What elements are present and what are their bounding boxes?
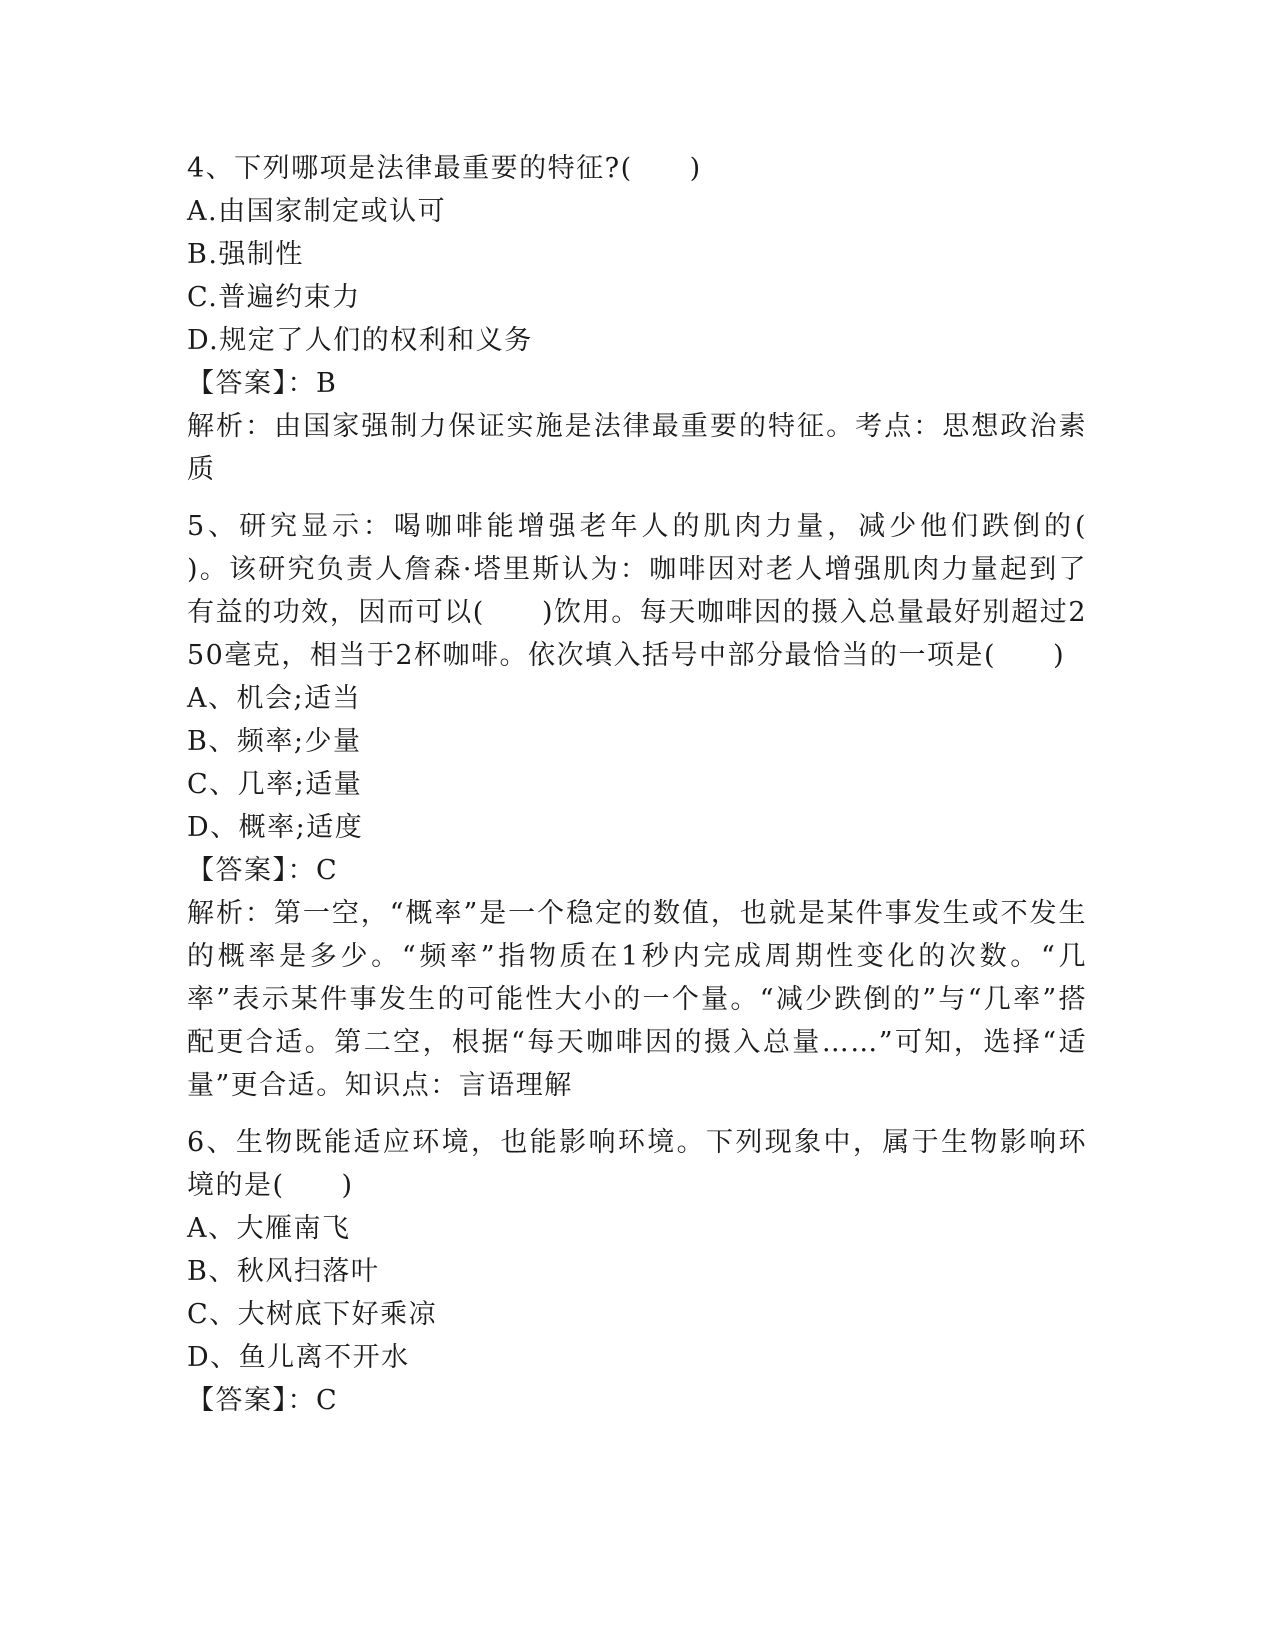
- option-c: C、大树底下好乘凉: [187, 1299, 438, 1330]
- explanation: 解析：第一空，“概率”是一个稳定的数值，也就是某件事发生或不发生的概率是多少。“频率”指物质在1秒内完成周期性变化的次数。“几率”表示某件事发生的可能性大小的一个量。“减少跌倒的”与“几率”搭配更合适。第二空，根据“每天咖啡因的摄入总量……”可知，选择“适量”更合适。知识点：言语理解: [187, 898, 1087, 1101]
- option-c: C、几率;适量: [187, 769, 363, 800]
- question-6: [187, 1121, 1087, 1422]
- option-b: B.强制性: [187, 239, 304, 270]
- option-b: B、秋风扫落叶: [187, 1256, 380, 1287]
- answer-line: 【答案】：C: [187, 855, 339, 886]
- question-5: [187, 505, 1144, 1107]
- question-stem: 4、下列哪项是法律最重要的特征?( ): [187, 153, 702, 184]
- question-stem: 6、生物既能适应环境，也能影响环境。下列现象中，属于生物影响环境的是( ): [187, 1127, 1087, 1201]
- option-c: C.普遍约束力: [187, 282, 361, 313]
- explanation: 解析：由国家强制力保证实施是法律最重要的特征。考点：思想政治素质: [187, 411, 1087, 485]
- option-a: A、机会;适当: [187, 683, 362, 714]
- question-4: [187, 147, 1087, 491]
- answer-line: 【答案】：C: [187, 1385, 339, 1416]
- option-d: D、概率;适度: [187, 812, 364, 843]
- answer-line: 【答案】：B: [187, 368, 338, 399]
- option-d: D.规定了人们的权利和义务: [187, 325, 533, 356]
- option-b: B、频率;少量: [187, 726, 362, 757]
- question-stem: 5、研究显示：喝咖啡能增强老年人的肌肉力量，减少他们跌倒的( )。该研究负责人詹森·塔里斯认为：咖啡因对老人增强肌肉力量起到了有益的功效，因而可以( )饮用。每天咖啡因的摄入总量最好别超过250毫克，相当于2杯咖啡。依次填入括号中部分最恰当的一项是( ): [187, 511, 1144, 671]
- document-body: [187, 147, 1144, 1436]
- option-a: A、大雁南飞: [187, 1213, 351, 1244]
- option-d: D、鱼儿离不开水: [187, 1342, 410, 1373]
- option-a: A.由国家制定或认可: [187, 196, 447, 227]
